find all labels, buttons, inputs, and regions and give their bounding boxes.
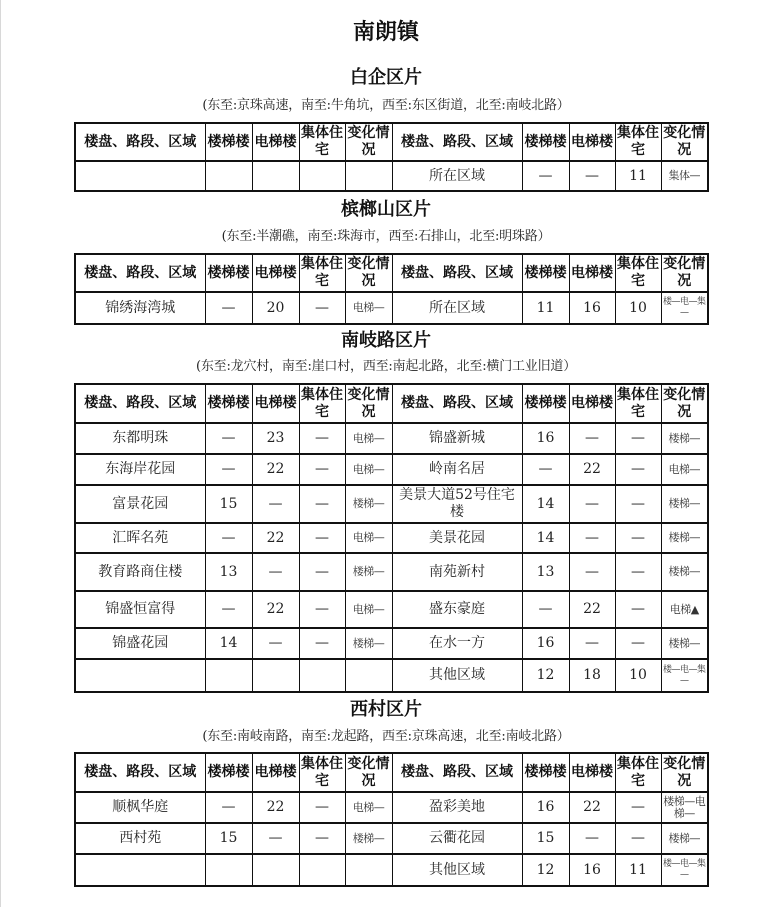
change-status-cell: 楼梯—	[661, 823, 708, 854]
collective-housing-cell: 11	[615, 854, 661, 886]
change-status-cell: 集体—	[661, 161, 708, 191]
collective-housing-cell: —	[299, 485, 345, 523]
elevator-building-cell: 22	[252, 792, 299, 823]
table-row	[75, 423, 708, 454]
column-header-property-name: 楼盘、路段、区域	[75, 384, 205, 423]
column-header-stair-building: 楼梯楼	[205, 384, 252, 423]
change-status-cell: 电梯—	[345, 792, 392, 823]
change-status-cell: 楼梯—	[345, 553, 392, 591]
property-name-cell: 盛东豪庭	[392, 591, 522, 628]
property-name-cell: 南苑新村	[392, 553, 522, 591]
property-name-cell: 所在区域	[392, 292, 522, 324]
change-status-cell: 电梯—	[345, 523, 392, 553]
column-header-collective-housing: 集体住宅	[615, 753, 661, 792]
table-xicun	[74, 752, 709, 887]
elevator-building-cell: —	[252, 628, 299, 659]
property-name-cell: 盈彩美地	[392, 792, 522, 823]
table-row	[75, 292, 708, 324]
column-header-property-name: 楼盘、路段、区域	[75, 753, 205, 792]
column-header-stair-building: 楼梯楼	[205, 123, 252, 161]
stair-building-cell: 12	[522, 659, 569, 692]
property-name-cell: 顺枫华庭	[75, 792, 205, 823]
elevator-building-cell: —	[569, 161, 615, 191]
stair-building-cell: —	[205, 454, 252, 485]
column-header-change-status: 变化情况	[661, 384, 708, 423]
column-header-property-name: 楼盘、路段、区域	[75, 123, 205, 161]
elevator-building-cell: —	[569, 628, 615, 659]
section-title-binlangshan: 槟榔山区片	[341, 199, 431, 220]
column-header-change-status: 变化情况	[345, 753, 392, 792]
property-name-cell: 锦绣海湾城	[75, 292, 205, 324]
change-status-cell: 楼梯—	[345, 628, 392, 659]
collective-housing-cell: —	[615, 423, 661, 454]
elevator-building-cell: —	[252, 823, 299, 854]
property-name-cell: 在水一方	[392, 628, 522, 659]
table-row	[75, 454, 708, 485]
collective-housing-cell: —	[299, 823, 345, 854]
column-header-property-name: 楼盘、路段、区域	[392, 753, 522, 792]
stair-building-cell	[205, 854, 252, 886]
change-status-cell: 电梯—	[345, 423, 392, 454]
section-boundary-baiqi: (东至:京珠高速，南至:牛角坑，西至:东区街道，北至:南岐北路）	[202, 98, 570, 113]
collective-housing-cell: —	[299, 523, 345, 553]
column-header-stair-building: 楼梯楼	[205, 753, 252, 792]
change-status-cell: 楼梯—	[661, 628, 708, 659]
property-name-cell: 美景花园	[392, 523, 522, 553]
stair-building-cell: —	[522, 454, 569, 485]
property-name-cell: 美景大道52号住宅楼	[392, 485, 522, 523]
stair-building-cell: 11	[522, 292, 569, 324]
collective-housing-cell: 10	[615, 659, 661, 692]
column-header-property-name: 楼盘、路段、区域	[392, 254, 522, 292]
property-name-cell: 岭南名居	[392, 454, 522, 485]
change-status-cell	[345, 161, 392, 191]
elevator-building-cell: 22	[569, 792, 615, 823]
change-status-cell: 电梯—	[345, 591, 392, 628]
column-header-stair-building: 楼梯楼	[205, 254, 252, 292]
elevator-building-cell: 18	[569, 659, 615, 692]
stair-building-cell	[205, 161, 252, 191]
collective-housing-cell: 11	[615, 161, 661, 191]
table-row	[75, 161, 708, 191]
column-header-change-status: 变化情况	[661, 254, 708, 292]
collective-housing-cell: —	[615, 485, 661, 523]
column-header-property-name: 楼盘、路段、区域	[392, 123, 522, 161]
stair-building-cell: 16	[522, 792, 569, 823]
column-header-collective-housing: 集体住宅	[299, 753, 345, 792]
stair-building-cell: 16	[522, 423, 569, 454]
section-boundary-xicun: (东至:南岐南路，南至:龙起路，西至:京珠高速，北至:南岐北路）	[202, 729, 570, 744]
elevator-building-cell	[252, 854, 299, 886]
column-header-collective-housing: 集体住宅	[615, 384, 661, 423]
elevator-building-cell: —	[569, 523, 615, 553]
change-status-cell	[345, 659, 392, 692]
elevator-building-cell: —	[569, 823, 615, 854]
property-name-cell: 汇晖名苑	[75, 523, 205, 553]
table-nanqilu	[74, 383, 709, 693]
property-name-cell: 其他区域	[392, 659, 522, 692]
table-row	[75, 485, 708, 523]
elevator-building-cell: —	[569, 423, 615, 454]
column-header-collective-housing: 集体住宅	[615, 123, 661, 161]
change-status-cell: 楼梯—	[345, 485, 392, 523]
stair-building-cell: 14	[522, 485, 569, 523]
stair-building-cell	[205, 659, 252, 692]
collective-housing-cell: —	[615, 792, 661, 823]
property-name-cell: 富景花园	[75, 485, 205, 523]
change-status-cell: 楼—电—集—	[661, 292, 708, 324]
stair-building-cell: 15	[522, 823, 569, 854]
change-status-cell: 电梯▲	[661, 591, 708, 628]
stair-building-cell: 16	[522, 628, 569, 659]
stair-building-cell: —	[205, 591, 252, 628]
collective-housing-cell: —	[615, 628, 661, 659]
column-header-collective-housing: 集体住宅	[299, 123, 345, 161]
table-binlangshan	[74, 253, 709, 325]
collective-housing-cell: —	[615, 523, 661, 553]
collective-housing-cell: —	[299, 423, 345, 454]
elevator-building-cell: 20	[252, 292, 299, 324]
column-header-elevator-building: 电梯楼	[252, 123, 299, 161]
stair-building-cell: —	[205, 523, 252, 553]
stair-building-cell: —	[522, 161, 569, 191]
elevator-building-cell: —	[569, 485, 615, 523]
table-row	[75, 628, 708, 659]
elevator-building-cell: —	[252, 485, 299, 523]
header-row	[75, 384, 708, 423]
change-status-cell: 电梯—	[345, 292, 392, 324]
stair-building-cell: —	[522, 591, 569, 628]
table-baiqi	[74, 122, 709, 192]
section-title-xicun: 西村区片	[350, 699, 422, 720]
column-header-property-name: 楼盘、路段、区域	[392, 384, 522, 423]
table-row	[75, 854, 708, 886]
column-header-elevator-building: 电梯楼	[569, 753, 615, 792]
elevator-building-cell: —	[252, 553, 299, 591]
change-status-cell: 电梯—	[661, 454, 708, 485]
stair-building-cell: —	[205, 423, 252, 454]
column-header-change-status: 变化情况	[345, 254, 392, 292]
property-name-cell	[75, 659, 205, 692]
column-header-stair-building: 楼梯楼	[522, 123, 569, 161]
header-row	[75, 753, 708, 792]
collective-housing-cell: —	[615, 553, 661, 591]
column-header-elevator-building: 电梯楼	[569, 254, 615, 292]
table-row	[75, 659, 708, 692]
header-row	[75, 123, 708, 161]
header-row	[75, 254, 708, 292]
property-name-cell	[75, 854, 205, 886]
stair-building-cell: 12	[522, 854, 569, 886]
page-title: 南朗镇	[352, 20, 419, 45]
property-name-cell: 东海岸花园	[75, 454, 205, 485]
collective-housing-cell: —	[299, 792, 345, 823]
stair-building-cell: —	[205, 292, 252, 324]
column-header-collective-housing: 集体住宅	[299, 254, 345, 292]
column-header-change-status: 变化情况	[345, 384, 392, 423]
property-name-cell: 锦盛新城	[392, 423, 522, 454]
stair-building-cell: 13	[205, 553, 252, 591]
change-status-cell: 楼梯—	[661, 423, 708, 454]
column-header-elevator-building: 电梯楼	[569, 123, 615, 161]
column-header-collective-housing: 集体住宅	[299, 384, 345, 423]
column-header-collective-housing: 集体住宅	[615, 254, 661, 292]
elevator-building-cell: —	[569, 553, 615, 591]
collective-housing-cell: —	[615, 823, 661, 854]
change-status-cell	[345, 854, 392, 886]
stair-building-cell: 15	[205, 823, 252, 854]
elevator-building-cell: 22	[569, 454, 615, 485]
change-status-cell: 楼梯—	[345, 823, 392, 854]
change-status-cell: 楼梯—	[661, 523, 708, 553]
elevator-building-cell: 16	[569, 292, 615, 324]
collective-housing-cell: 10	[615, 292, 661, 324]
change-status-cell: 楼梯—	[661, 553, 708, 591]
collective-housing-cell: —	[615, 591, 661, 628]
property-name-cell: 教育路商住楼	[75, 553, 205, 591]
section-boundary-nanqilu: (东至:龙穴村，南至:崖口村，西至:南起北路，北至:横门工业旧道）	[196, 359, 576, 374]
column-header-stair-building: 楼梯楼	[522, 384, 569, 423]
table-row	[75, 792, 708, 823]
elevator-building-cell: 23	[252, 423, 299, 454]
section-title-baiqi: 白企区片	[350, 67, 422, 88]
change-status-cell: 电梯—	[345, 454, 392, 485]
column-header-stair-building: 楼梯楼	[522, 254, 569, 292]
column-header-stair-building: 楼梯楼	[522, 753, 569, 792]
elevator-building-cell	[252, 659, 299, 692]
elevator-building-cell: 22	[252, 454, 299, 485]
elevator-building-cell: 22	[569, 591, 615, 628]
column-header-elevator-building: 电梯楼	[252, 384, 299, 423]
stair-building-cell: —	[205, 792, 252, 823]
change-status-cell: 楼梯—电梯—	[661, 792, 708, 823]
property-name-cell: 锦盛恒富得	[75, 591, 205, 628]
elevator-building-cell: 22	[252, 591, 299, 628]
page-edge	[0, 0, 1, 907]
change-status-cell: 楼—电—集—	[661, 659, 708, 692]
section-title-nanqilu: 南岐路区片	[341, 330, 431, 351]
stair-building-cell: 13	[522, 553, 569, 591]
table-row	[75, 553, 708, 591]
column-header-elevator-building: 电梯楼	[252, 753, 299, 792]
column-header-elevator-building: 电梯楼	[569, 384, 615, 423]
column-header-change-status: 变化情况	[345, 123, 392, 161]
stair-building-cell: 15	[205, 485, 252, 523]
table-row	[75, 591, 708, 628]
property-name-cell	[75, 161, 205, 191]
elevator-building-cell: 16	[569, 854, 615, 886]
column-header-change-status: 变化情况	[661, 753, 708, 792]
column-header-property-name: 楼盘、路段、区域	[75, 254, 205, 292]
collective-housing-cell: —	[299, 553, 345, 591]
property-name-cell: 东都明珠	[75, 423, 205, 454]
property-name-cell: 云衢花园	[392, 823, 522, 854]
property-name-cell: 其他区域	[392, 854, 522, 886]
property-name-cell: 所在区域	[392, 161, 522, 191]
collective-housing-cell: —	[615, 454, 661, 485]
collective-housing-cell	[299, 854, 345, 886]
property-name-cell: 西村苑	[75, 823, 205, 854]
collective-housing-cell: —	[299, 454, 345, 485]
collective-housing-cell: —	[299, 591, 345, 628]
change-status-cell: 楼—电—集—	[661, 854, 708, 886]
collective-housing-cell	[299, 161, 345, 191]
column-header-change-status: 变化情况	[661, 123, 708, 161]
collective-housing-cell	[299, 659, 345, 692]
property-name-cell: 锦盛花园	[75, 628, 205, 659]
section-boundary-binlangshan: (东至:半潮礁，南至:珠海市，西至:石排山，北至:明珠路）	[221, 229, 551, 244]
collective-housing-cell: —	[299, 628, 345, 659]
column-header-elevator-building: 电梯楼	[252, 254, 299, 292]
elevator-building-cell: 22	[252, 523, 299, 553]
stair-building-cell: 14	[522, 523, 569, 553]
table-row	[75, 823, 708, 854]
elevator-building-cell	[252, 161, 299, 191]
stair-building-cell: 14	[205, 628, 252, 659]
table-row	[75, 523, 708, 553]
change-status-cell: 楼梯—	[661, 485, 708, 523]
collective-housing-cell: —	[299, 292, 345, 324]
